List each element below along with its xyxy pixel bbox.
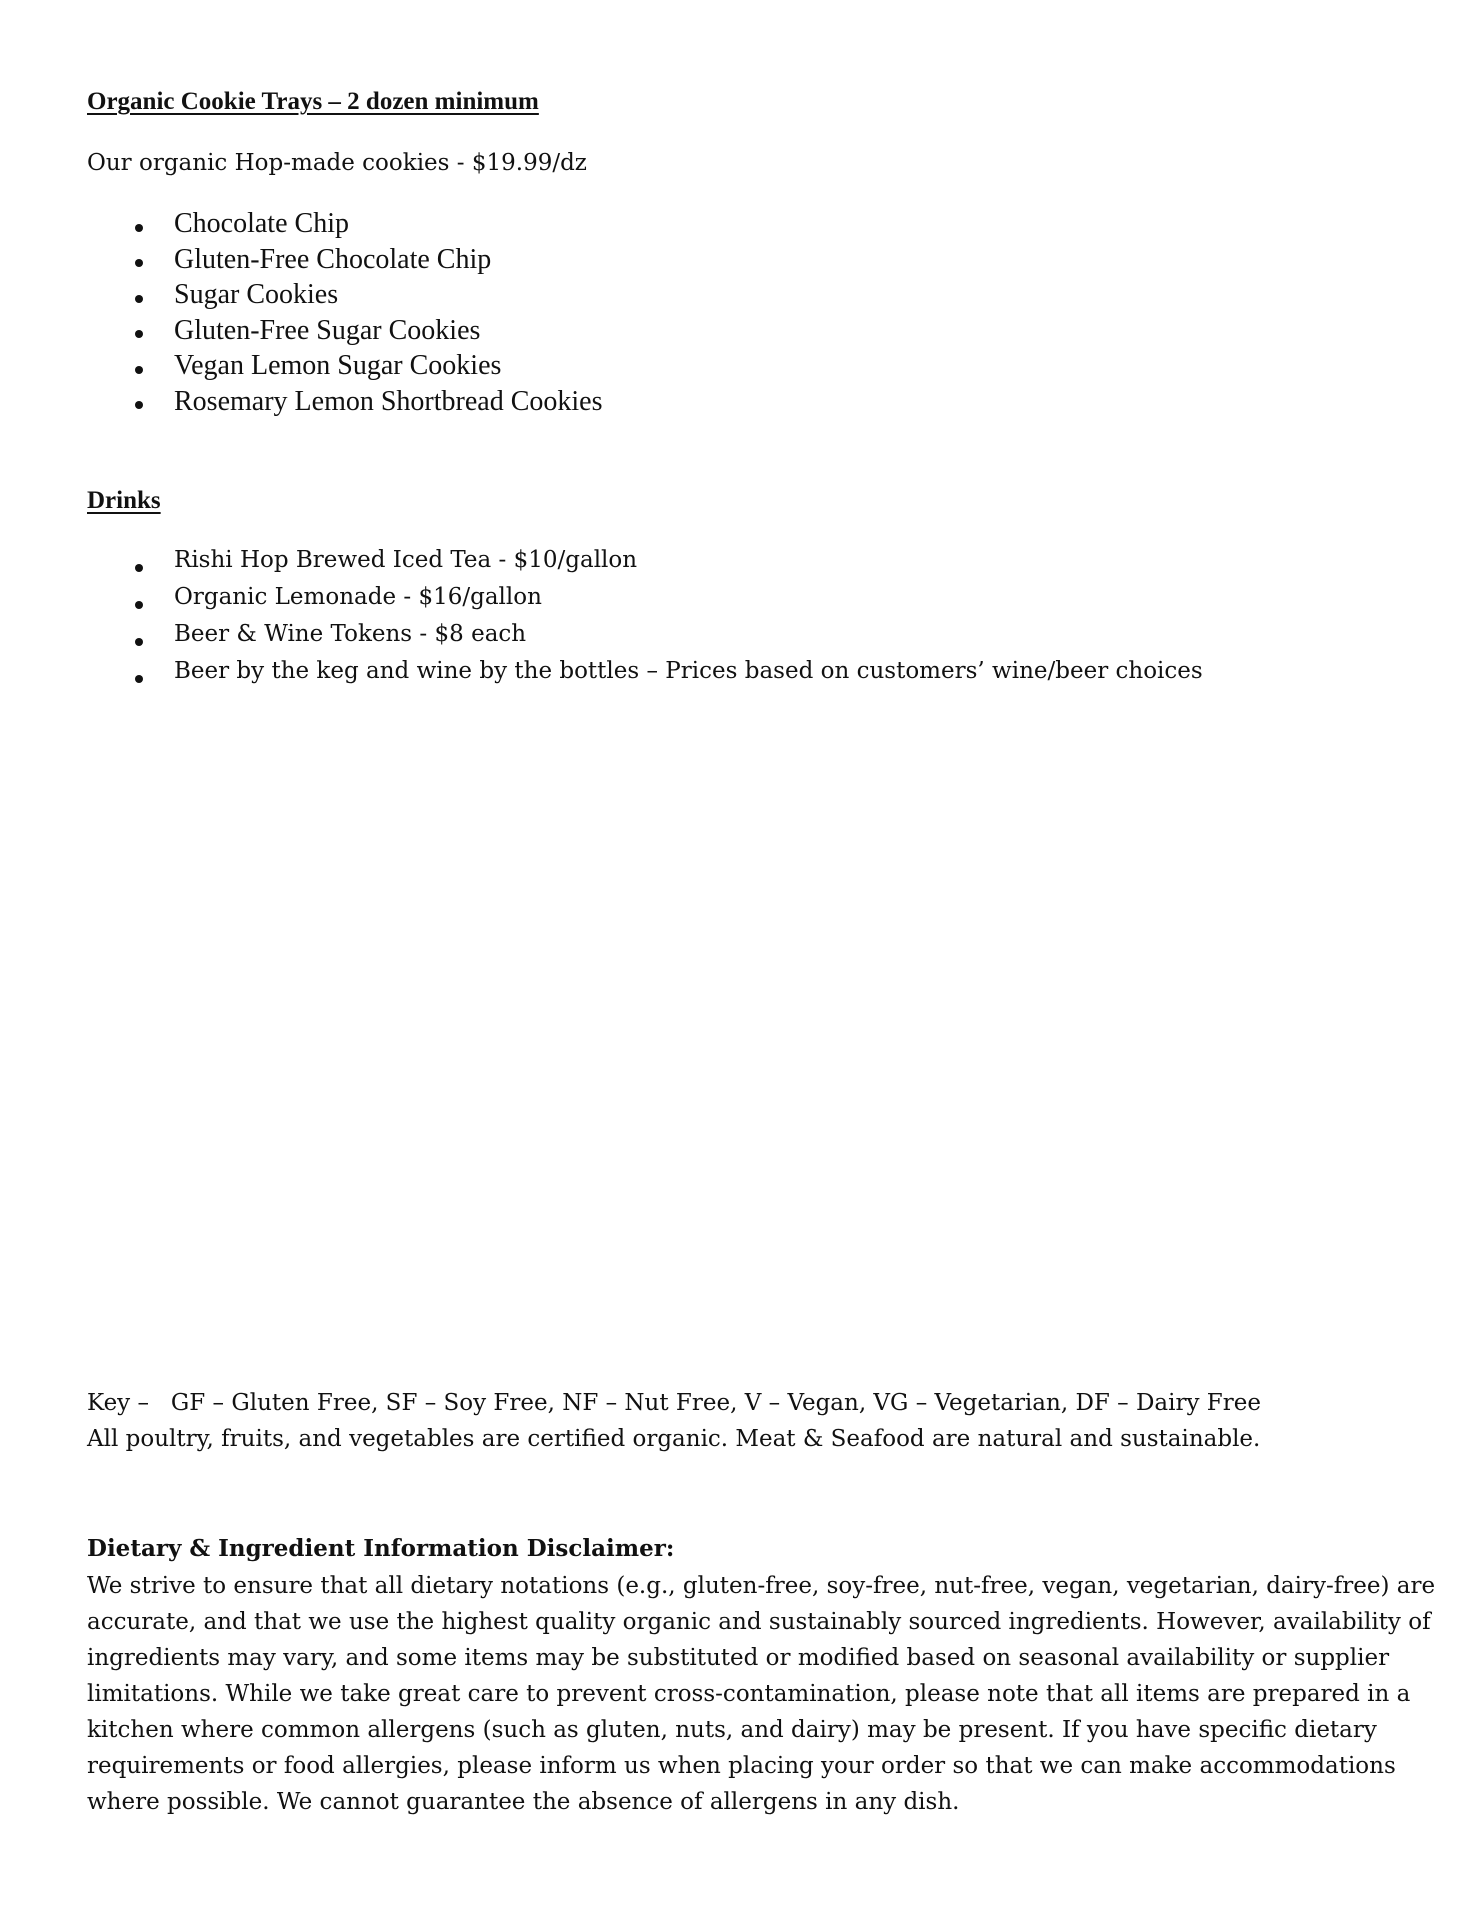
list-item: Rosemary Lemon Shortbread Cookies [0, 388, 1484, 424]
disclaimer-line: limitations. While we take great care to prevent cross-contamination, please note that all items are prepared in a [87, 1681, 1411, 1707]
cookie-intro: Our organic Hop-made cookies - $19.99/dz [87, 150, 587, 176]
bullet-icon [135, 638, 143, 646]
list-item: Chocolate Chip [0, 210, 1484, 246]
cookie-list [0, 210, 1484, 423]
list-item: Gluten-Free Sugar Cookies [0, 317, 1484, 353]
disclaimer-line: where possible. We cannot guarantee the absence of allergens in any dish. [87, 1789, 960, 1815]
bullet-icon [135, 564, 143, 572]
bullet-icon [135, 601, 143, 609]
bullet-icon [135, 224, 143, 232]
disclaimer-line: accurate, and that we use the highest quality organic and sustainably sourced ingredients. However, availability of [87, 1609, 1431, 1635]
list-item: Organic Lemonade - $16/gallon [0, 586, 1484, 623]
list-item: Sugar Cookies [0, 281, 1484, 317]
list-item: Beer by the keg and wine by the bottles – Prices based on customers’ wine/beer choices [0, 660, 1484, 697]
bullet-icon [135, 330, 143, 338]
list-item: Vegan Lemon Sugar Cookies [0, 352, 1484, 388]
bullet-icon [135, 259, 143, 267]
disclaimer-line: kitchen where common allergens (such as gluten, nuts, and dairy) may be present. If you have specific dietary [87, 1717, 1377, 1743]
disclaimer-body [87, 1568, 1436, 1820]
disclaimer-line: ingredients may vary, and some items may be substituted or modified based on seasonal availability or supplier [87, 1645, 1390, 1671]
cookie-trays-heading: Organic Cookie Trays – 2 dozen minimum [87, 88, 539, 115]
list-item: Gluten-Free Chocolate Chip [0, 246, 1484, 282]
bullet-icon [135, 295, 143, 303]
disclaimer-title: Dietary & Ingredient Information Disclaimer: [87, 1535, 675, 1562]
list-item: Rishi Hop Brewed Iced Tea - $10/gallon [0, 549, 1484, 586]
drinks-list [0, 549, 1484, 697]
organic-note: All poultry, fruits, and vegetables are certified organic. Meat & Seafood are natural and sustainable. [87, 1426, 1261, 1452]
bullet-icon [135, 366, 143, 374]
disclaimer-line: requirements or food allergies, please inform us when placing your order so that we can make accommodations [87, 1753, 1396, 1779]
bullet-icon [135, 401, 143, 409]
dietary-key: Key – GF – Gluten Free, SF – Soy Free, NF – Nut Free, V – Vegan, VG – Vegetarian, DF – Dairy Free [87, 1390, 1261, 1416]
list-item: Beer & Wine Tokens - $8 each [0, 623, 1484, 660]
bullet-icon [135, 675, 143, 683]
drinks-heading: Drinks [87, 487, 161, 514]
disclaimer-line: We strive to ensure that all dietary notations (e.g., gluten-free, soy-free, nut-free, vegan, vegetarian, dairy-free) are [87, 1573, 1436, 1599]
